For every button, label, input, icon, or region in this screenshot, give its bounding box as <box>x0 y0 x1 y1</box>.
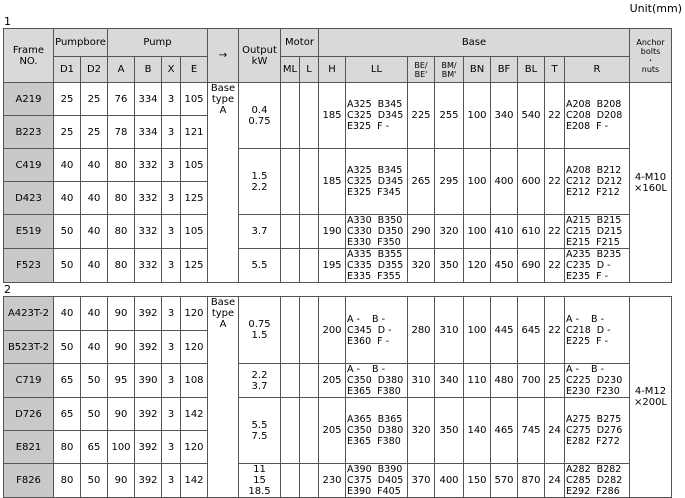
frame-no-cell: B223 <box>4 116 54 149</box>
col-b: B <box>135 57 162 83</box>
base-bf-cell: 410 <box>491 215 518 249</box>
frame-no-header: Frame NO. <box>4 29 54 83</box>
cell-d1: 65 <box>54 364 81 398</box>
cell-d2: 40 <box>81 182 108 215</box>
anchor-bolts-cell: 4-M12 ×200L <box>630 297 672 498</box>
frame-no-cell: A423T-2 <box>4 297 54 331</box>
motor-l-cell <box>300 215 319 249</box>
cell-e: 142 <box>181 464 208 498</box>
cell-a: 80 <box>108 182 135 215</box>
cell-d2: 65 <box>81 431 108 464</box>
cell-x: 3 <box>162 182 181 215</box>
cell-d2: 40 <box>81 215 108 249</box>
motor-l-cell <box>300 297 319 364</box>
cell-a: 78 <box>108 116 135 149</box>
cell-d1: 40 <box>54 182 81 215</box>
col-bl: BL <box>518 57 545 83</box>
cell-b: 332 <box>135 215 162 249</box>
base-bm-cell: 255 <box>435 83 464 149</box>
motor-ml-cell <box>281 215 300 249</box>
base-h-cell: 190 <box>319 215 346 249</box>
cell-e: 125 <box>181 249 208 283</box>
cell-a: 90 <box>108 331 135 364</box>
cell-d1: 50 <box>54 249 81 283</box>
motor-l-cell <box>300 398 319 464</box>
output-header: Output kW <box>239 29 281 83</box>
frame-no-cell: E821 <box>4 431 54 464</box>
cell-d2: 40 <box>81 331 108 364</box>
base-t-cell: 22 <box>545 249 565 283</box>
cell-b: 392 <box>135 398 162 431</box>
base-bn-cell: 110 <box>464 364 491 398</box>
cell-d1: 40 <box>54 297 81 331</box>
cell-b: 392 <box>135 297 162 331</box>
base-be-cell: 320 <box>408 249 435 283</box>
base-h-cell: 205 <box>319 364 346 398</box>
cell-a: 90 <box>108 464 135 498</box>
pumpbore-header: Pumpbore <box>54 29 108 57</box>
base-ll-cell: A330 B350 C330 D350 E330 F350 <box>346 215 408 249</box>
base-ll-cell: A365 B365 C350 D380 E365 F380 <box>346 398 408 464</box>
frame-no-cell: D423 <box>4 182 54 215</box>
cell-b: 334 <box>135 116 162 149</box>
base-bn-cell: 100 <box>464 149 491 215</box>
base-bl-cell: 600 <box>518 149 545 215</box>
base-t-cell: 24 <box>545 464 565 498</box>
col-l: L <box>300 57 319 83</box>
cell-d2: 50 <box>81 364 108 398</box>
base-bm-cell: 340 <box>435 364 464 398</box>
cell-d2: 40 <box>81 297 108 331</box>
base-h-cell: 205 <box>319 398 346 464</box>
col-ll: LL <box>346 57 408 83</box>
base-ll-cell: A325 B345 C325 D345 E325 F345 <box>346 149 408 215</box>
table-row <box>4 149 672 182</box>
base-bn-cell: 100 <box>464 83 491 149</box>
base-r-cell: A208 B208 C208 D208 E208 F - <box>565 83 630 149</box>
cell-a: 80 <box>108 249 135 283</box>
cell-d1: 25 <box>54 83 81 116</box>
base-h-cell: 185 <box>319 149 346 215</box>
frame-no-cell: D726 <box>4 398 54 431</box>
base-t-cell: 22 <box>545 297 565 364</box>
base-type-cell: Base type A <box>208 83 239 283</box>
base-bf-cell: 445 <box>491 297 518 364</box>
output-kw-cell: 5.5 <box>239 249 281 283</box>
frame-table-1 <box>3 28 672 283</box>
base-ll-cell: A335 B355 C335 D355 E335 F355 <box>346 249 408 283</box>
frame-no-cell: C719 <box>4 364 54 398</box>
col-r: R <box>565 57 630 83</box>
base-bm-cell: 350 <box>435 398 464 464</box>
base-be-cell: 265 <box>408 149 435 215</box>
cell-d2: 25 <box>81 83 108 116</box>
cell-x: 3 <box>162 464 181 498</box>
cell-a: 76 <box>108 83 135 116</box>
cell-d1: 65 <box>54 398 81 431</box>
cell-d1: 50 <box>54 331 81 364</box>
base-header: Base <box>319 29 630 57</box>
motor-ml-cell <box>281 297 300 364</box>
base-be-cell: 370 <box>408 464 435 498</box>
base-bl-cell: 540 <box>518 83 545 149</box>
frame-no-cell: C419 <box>4 149 54 182</box>
frame-no-cell: F826 <box>4 464 54 498</box>
base-bl-cell: 610 <box>518 215 545 249</box>
cell-b: 392 <box>135 331 162 364</box>
cell-d2: 50 <box>81 464 108 498</box>
col-bf: BF <box>491 57 518 83</box>
frame-table-2 <box>3 296 672 498</box>
pump-header: Pump <box>108 29 208 57</box>
cell-a: 95 <box>108 364 135 398</box>
cell-e: 120 <box>181 331 208 364</box>
base-ll-cell: A - B - C350 D380 E365 F380 <box>346 364 408 398</box>
cell-x: 3 <box>162 297 181 331</box>
col-a: A <box>108 57 135 83</box>
output-kw-cell: 1.5 2.2 <box>239 149 281 215</box>
cell-e: 120 <box>181 297 208 331</box>
base-bl-cell: 690 <box>518 249 545 283</box>
cell-b: 392 <box>135 464 162 498</box>
frame-no-cell: B523T-2 <box>4 331 54 364</box>
table-row <box>4 83 672 116</box>
base-be-cell: 225 <box>408 83 435 149</box>
base-t-cell: 22 <box>545 83 565 149</box>
motor-header: Motor <box>281 29 319 57</box>
motor-l-cell <box>300 364 319 398</box>
motor-l-cell <box>300 149 319 215</box>
unit-label: Unit(mm) <box>629 2 682 15</box>
base-h-cell: 230 <box>319 464 346 498</box>
base-bn-cell: 120 <box>464 249 491 283</box>
cell-b: 334 <box>135 83 162 116</box>
cell-x: 3 <box>162 331 181 364</box>
base-t-cell: 22 <box>545 215 565 249</box>
cell-b: 392 <box>135 431 162 464</box>
base-ll-cell: A - B - C345 D - E360 F - <box>346 297 408 364</box>
base-be-cell: 320 <box>408 398 435 464</box>
output-kw-cell: 0.75 1.5 <box>239 297 281 364</box>
base-bn-cell: 140 <box>464 398 491 464</box>
output-kw-cell: 0.4 0.75 <box>239 83 281 149</box>
base-t-cell: 25 <box>545 364 565 398</box>
base-t-cell: 24 <box>545 398 565 464</box>
col-t: T <box>545 57 565 83</box>
cell-e: 121 <box>181 116 208 149</box>
cell-e: 105 <box>181 83 208 116</box>
cell-x: 3 <box>162 116 181 149</box>
section-1-label: 1 <box>4 15 11 28</box>
base-r-cell: A275 B275 C275 D276 E282 F272 <box>565 398 630 464</box>
cell-a: 80 <box>108 215 135 249</box>
col-be: BE/ BE' <box>408 57 435 83</box>
cell-x: 3 <box>162 83 181 116</box>
motor-ml-cell <box>281 464 300 498</box>
cell-x: 3 <box>162 431 181 464</box>
base-r-cell: A215 B215 C215 D215 E215 F215 <box>565 215 630 249</box>
base-bf-cell: 450 <box>491 249 518 283</box>
table-row <box>4 297 672 331</box>
col-ml: ML <box>281 57 300 83</box>
cell-d2: 50 <box>81 398 108 431</box>
cell-d1: 80 <box>54 464 81 498</box>
col-e: E <box>181 57 208 83</box>
cell-a: 100 <box>108 431 135 464</box>
frame-no-cell: E519 <box>4 215 54 249</box>
base-bn-cell: 100 <box>464 297 491 364</box>
cell-b: 332 <box>135 149 162 182</box>
frame-no-cell: A219 <box>4 83 54 116</box>
cell-e: 125 <box>181 182 208 215</box>
table-row <box>4 249 672 283</box>
base-bf-cell: 340 <box>491 83 518 149</box>
base-bl-cell: 645 <box>518 297 545 364</box>
cell-b: 332 <box>135 182 162 215</box>
table-row <box>4 464 672 498</box>
cell-e: 120 <box>181 431 208 464</box>
base-bf-cell: 465 <box>491 398 518 464</box>
motor-l-cell <box>300 464 319 498</box>
base-h-cell: 185 <box>319 83 346 149</box>
base-r-cell: A235 B235 C235 D - E235 F - <box>565 249 630 283</box>
cell-a: 90 <box>108 297 135 331</box>
base-bn-cell: 100 <box>464 215 491 249</box>
base-bl-cell: 700 <box>518 364 545 398</box>
cell-x: 3 <box>162 215 181 249</box>
table-row <box>4 364 672 398</box>
cell-x: 3 <box>162 149 181 182</box>
output-kw-cell: 5.5 7.5 <box>239 398 281 464</box>
motor-l-cell <box>300 249 319 283</box>
base-bm-cell: 400 <box>435 464 464 498</box>
base-be-cell: 310 <box>408 364 435 398</box>
col-x: X <box>162 57 181 83</box>
cell-e: 108 <box>181 364 208 398</box>
base-h-cell: 200 <box>319 297 346 364</box>
arrow-header: → <box>208 29 239 83</box>
cell-d2: 25 <box>81 116 108 149</box>
anchor-header: Anchor bolts ・ nuts <box>630 29 672 83</box>
cell-b: 390 <box>135 364 162 398</box>
col-d1: D1 <box>54 57 81 83</box>
base-bm-cell: 310 <box>435 297 464 364</box>
output-kw-cell: 11 15 18.5 <box>239 464 281 498</box>
base-r-cell: A - B - C218 D - E225 F - <box>565 297 630 364</box>
motor-ml-cell <box>281 364 300 398</box>
cell-x: 3 <box>162 249 181 283</box>
base-ll-cell: A390 B390 C375 D405 E390 F405 <box>346 464 408 498</box>
base-t-cell: 22 <box>545 149 565 215</box>
motor-l-cell <box>300 83 319 149</box>
cell-d2: 40 <box>81 249 108 283</box>
base-bl-cell: 745 <box>518 398 545 464</box>
base-bm-cell: 350 <box>435 249 464 283</box>
cell-b: 332 <box>135 249 162 283</box>
output-kw-cell: 2.2 3.7 <box>239 364 281 398</box>
cell-a: 80 <box>108 149 135 182</box>
frame-no-cell: F523 <box>4 249 54 283</box>
cell-d1: 25 <box>54 116 81 149</box>
table-row <box>4 215 672 249</box>
cell-e: 142 <box>181 398 208 431</box>
motor-ml-cell <box>281 83 300 149</box>
cell-a: 90 <box>108 398 135 431</box>
base-bf-cell: 570 <box>491 464 518 498</box>
base-bm-cell: 320 <box>435 215 464 249</box>
section-2-label: 2 <box>4 283 11 296</box>
motor-ml-cell <box>281 249 300 283</box>
col-bm: BM/ BM' <box>435 57 464 83</box>
motor-ml-cell <box>281 149 300 215</box>
output-kw-cell: 3.7 <box>239 215 281 249</box>
anchor-bolts-cell: 4-M10 ×160L <box>630 83 672 283</box>
cell-x: 3 <box>162 364 181 398</box>
cell-x: 3 <box>162 398 181 431</box>
base-be-cell: 280 <box>408 297 435 364</box>
cell-d1: 40 <box>54 149 81 182</box>
cell-d2: 40 <box>81 149 108 182</box>
col-d2: D2 <box>81 57 108 83</box>
motor-ml-cell <box>281 398 300 464</box>
base-r-cell: A - B - C225 D230 E230 F230 <box>565 364 630 398</box>
table-row <box>4 398 672 431</box>
cell-e: 105 <box>181 215 208 249</box>
cell-e: 105 <box>181 149 208 182</box>
cell-d1: 50 <box>54 215 81 249</box>
base-bf-cell: 400 <box>491 149 518 215</box>
base-h-cell: 195 <box>319 249 346 283</box>
base-bn-cell: 150 <box>464 464 491 498</box>
base-bm-cell: 295 <box>435 149 464 215</box>
base-type-cell: Base type A <box>208 297 239 498</box>
base-r-cell: A282 B282 C285 D282 E292 F286 <box>565 464 630 498</box>
base-r-cell: A208 B212 C212 D212 E212 F212 <box>565 149 630 215</box>
base-bl-cell: 870 <box>518 464 545 498</box>
base-bf-cell: 480 <box>491 364 518 398</box>
base-ll-cell: A325 B345 C325 D345 E325 F - <box>346 83 408 149</box>
base-be-cell: 290 <box>408 215 435 249</box>
cell-d1: 80 <box>54 431 81 464</box>
col-bn: BN <box>464 57 491 83</box>
col-h: H <box>319 57 346 83</box>
